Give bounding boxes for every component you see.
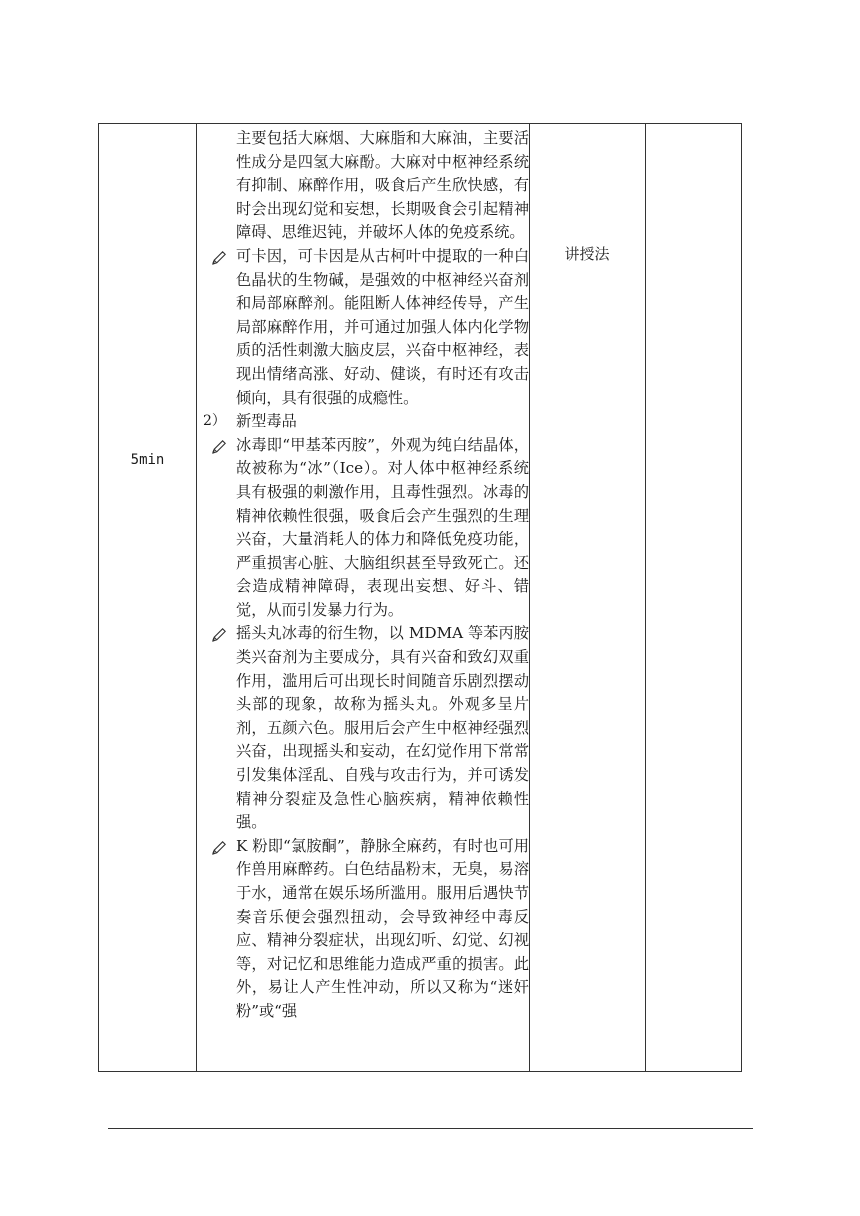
paragraph (198, 434, 529, 623)
column-divider (196, 124, 197, 1071)
paragraph-text: 新型毒品 (236, 412, 297, 431)
teaching-method-cell: 讲授法 (564, 245, 610, 263)
list-number: 2） (203, 413, 226, 430)
paragraph-text: 主要包括大麻烟、大麻脂和大麻油，主要活性成分是四氢大麻酚。大麻对中枢神经系统有抑制、麻醉作用，吸食后产生欣快感，有时会出现幻觉和妄想，长期吸食会引起精神障碍、思维迟钝，并破坏人体的免疫系统。 (236, 129, 529, 242)
column-divider (645, 124, 646, 1071)
lesson-table (98, 123, 742, 1072)
content-cell (198, 127, 529, 1024)
paragraph (198, 835, 529, 1024)
paragraph (198, 410, 529, 434)
paragraph-text: 冰毒即“甲基苯丙胺”，外观为纯白结晶体，故被称为“冰”（Ice）。对人体中枢神经系统具有极强的刺激作用，且毒性强烈。冰毒的精神依赖性很强，吸食后会产生强烈的生理兴奋，大量消耗人的体力和降低免疫功能，严重损害心脏、大脑组织甚至导致死亡。还会造成精神障碍，表现出妄想、好斗、错觉，从而引发暴力行为。 (236, 435, 529, 619)
footer-rule (108, 1128, 753, 1129)
paragraph (198, 622, 529, 834)
paragraph (198, 127, 529, 245)
paragraph-text: K 粉即“氯胺酮”，静脉全麻药，有时也可用作兽用麻醉药。白色结晶粉末，无臭，易溶于水，通常在娱乐场所滥用。服用后遇快节奏音乐便会强烈扭动，会导致神经中毒反应、精神分裂症状，出现幻听、幻觉、幻视等，对记忆和思维能力造成严重的损害。此外，易让人产生性冲动，所以又称为“迷奸粉”或“强 (236, 836, 529, 1020)
paragraph (198, 245, 529, 410)
paragraph-text: 可卡因，可卡因是从古柯叶中提取的一种白色晶状的生物碱，是强效的中枢神经兴奋剂和局部麻醉剂。能阻断人体神经传导，产生局部麻醉作用，并可通过加强人体内化学物质的活性刺激大脑皮层，兴奋中枢神经，表现出情绪高涨、好动、健谈，有时还有攻击倾向，具有很强的成瘾性。 (236, 246, 529, 407)
paragraph-text: 摇头丸冰毒的衍生物，以 MDMA 等苯丙胺类兴奋剂为主要成分，具有兴奋和致幻双重作用，滥用后可出现长时间随音乐剧烈摆动头部的现象，故称为摇头丸。外观多呈片剂，五颜六色。服用后会产生中枢神经强烈兴奋，出现摇头和妄动，在幻觉作用下常常引发集体淫乱、自残与攻击行为，并可诱发精神分裂症及急性心脑疾病，精神依赖性强。 (236, 624, 529, 832)
time-cell: 5min (130, 452, 165, 468)
column-divider (529, 124, 530, 1071)
